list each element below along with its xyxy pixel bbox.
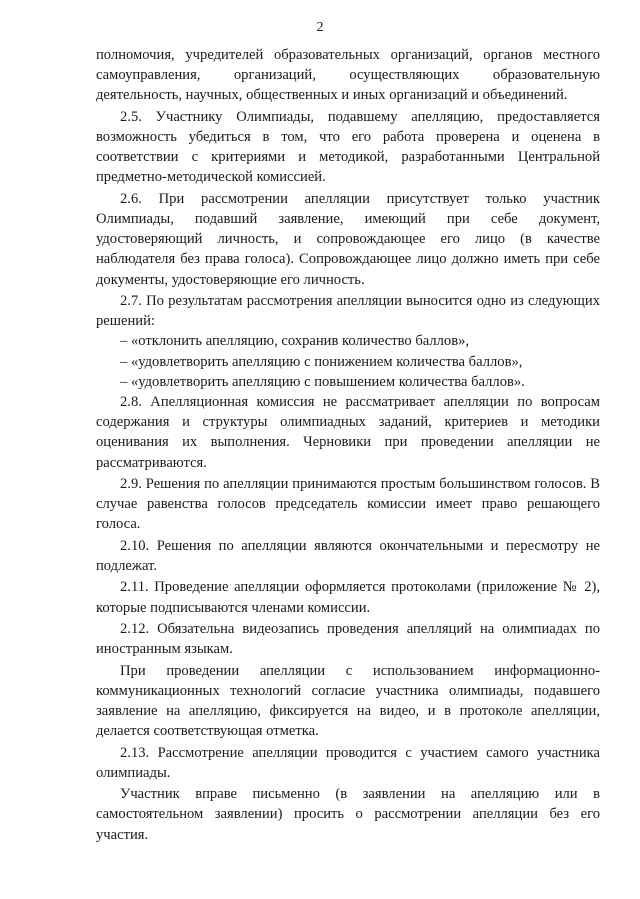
paragraph-2-13: 2.13. Рассмотрение апелляции проводится с участием самого участника олимпиады.: [96, 744, 600, 781]
list-item: – «отклонить апелляцию, сохранив количество баллов»,: [120, 333, 470, 350]
paragraph-2-9: 2.9. Решения по апелляции принимаются простым большинством голосов. В случае равенства голосов председатель комиссии имеет право решающего голоса.: [96, 476, 600, 533]
paragraph-2-10: 2.10. Решения по апелляции являются окончательными и пересмотру не подлежат.: [96, 537, 600, 575]
paragraph-2-11: 2.11. Проведение апелляции оформляется протоколами (приложение № 2), которые подписываются членами комиссии.: [96, 579, 600, 616]
page-number: 2: [316, 20, 324, 35]
paragraph-participant: Участник вправе письменно (в заявлении на апелляцию или в самостоятельном заявлении) просить о рассмотрении апелляции без его участия.: [96, 786, 600, 843]
paragraph-2-7: 2.7. По результатам рассмотрения апелляции выносится одно из следующих решений:: [96, 293, 600, 330]
document-body: [96, 45, 600, 845]
paragraph-continuation: полномочия, учредителей образовательных организаций, органов местного самоуправления, организаций, осуществляющих образовательную деятельность, научных, общественных и иных организаций и объединений.: [96, 47, 600, 104]
list-item: – «удовлетворить апелляцию с повышением количества баллов».: [120, 373, 525, 390]
list-item: – «удовлетворить апелляцию с понижением количества баллов»,: [120, 353, 523, 370]
paragraph-2-8: 2.8. Апелляционная комиссия не рассматривает апелляции по вопросам содержания и структуры олимпиадных заданий, критериев и методики оценивания их выполнения. Черновики при проведении апелляции не рассматриваются.: [96, 394, 600, 471]
paragraph-2-6: 2.6. При рассмотрении апелляции присутствует только участник Олимпиады, подавший заявление, имеющий при себе документ, удостоверяющий личность, и сопровождающее его лицо (в качестве наблюдателя без права голоса). Сопровождающее лицо должно иметь при себе документы, удостоверяющие его личность.: [96, 190, 600, 288]
paragraph-2-5: 2.5. Участнику Олимпиады, подавшему апелляцию, предоставляется возможность убедиться в том, что его работа проверена и оценена в соответствии с критериями и методикой, разработанными Центральной предметно-методической комиссией.: [96, 108, 600, 186]
paragraph-2-12: 2.12. Обязательна видеозапись проведения апелляций на олимпиадах по иностранным языкам.: [96, 621, 600, 658]
paragraph-ict: При проведении апелляции с использованием информационно-коммуникационных технологий согласие участника олимпиады, подавшего заявление на апелляцию, фиксируется на видео, и в протоколе апелляции, делается соответствующая отметка.: [96, 662, 600, 740]
